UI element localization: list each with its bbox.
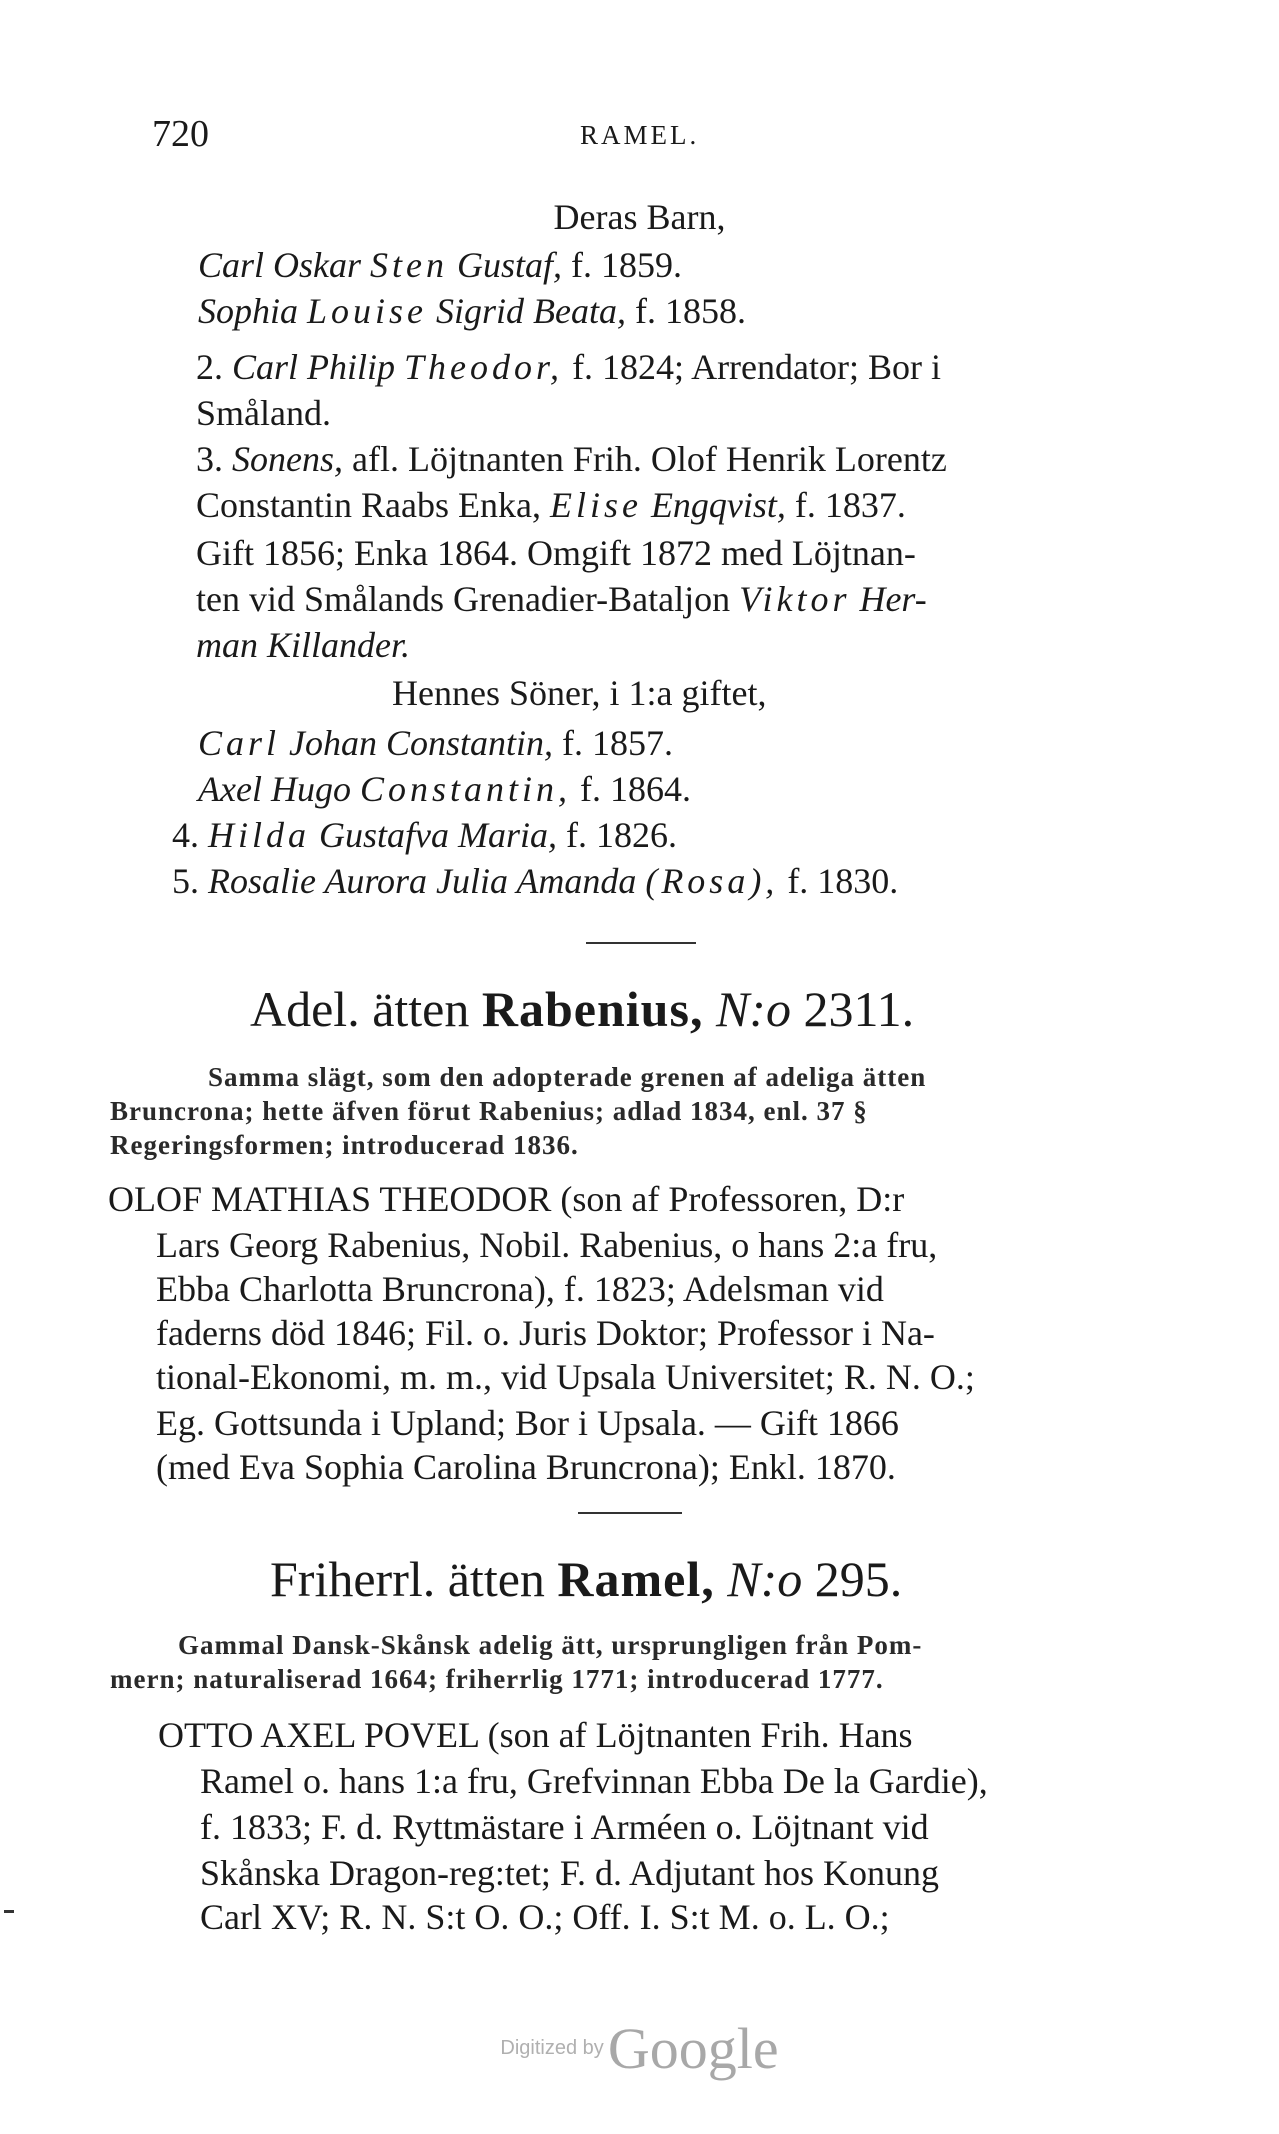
entry-paragraph-line: tional-Ekonomi, m. m., vid Upsala Universitet; R. N. O.;	[156, 1357, 975, 1397]
entry-paragraph-line: Ebba Charlotta Bruncrona), f. 1823; Adelsman vid	[156, 1269, 884, 1309]
section-note: Gammal Dansk-Skånsk adelig ätt, ursprungligen från Pom-	[178, 1630, 923, 1660]
section-note: mern; naturaliserad 1664; friherrlig 1771; introducerad 1777.	[110, 1664, 884, 1694]
section-divider	[578, 1512, 682, 1514]
entry-line: 2. Carl Philip Theodor, f. 1824; Arrendator; Bor i	[196, 347, 941, 387]
entry-paragraph-line: Ramel o. hans 1:a fru, Grefvinnan Ebba De la Gardie),	[200, 1761, 988, 1801]
entry-line: Constantin Raabs Enka, Elise Engqvist, f. 1837.	[196, 485, 906, 525]
entry-paragraph-line: faderns död 1846; Fil. o. Juris Doktor; Professor i Na-	[156, 1313, 935, 1353]
section-note: Samma slägt, som den adopterade grenen af adeliga ätten	[208, 1062, 927, 1092]
section-heading-ramel: Friherrl. ätten Ramel, N:o 295.	[270, 1551, 903, 1607]
entry-paragraph-line: Eg. Gottsunda i Upland; Bor i Upsala. — Gift 1866	[156, 1403, 899, 1443]
section-divider	[586, 942, 696, 944]
entry-line: 3. Sonens, afl. Löjtnanten Frih. Olof Henrik Lorentz	[196, 439, 947, 479]
entry-paragraph-line: OLOF MATHIAS THEODOR (son af Professoren, D:r	[108, 1179, 905, 1219]
entry-line: man Killander.	[196, 625, 411, 665]
entry-line: Carl Oskar Sten Gustaf, f. 1859.	[198, 245, 683, 285]
running-title: RAMEL.	[580, 120, 700, 150]
entry-line: 4. Hilda Gustafva Maria, f. 1826.	[172, 815, 678, 855]
section-note: Bruncrona; hette äfven förut Rabenius; adlad 1834, enl. 37 §	[110, 1096, 868, 1126]
entry-paragraph-line: (med Eva Sophia Carolina Bruncrona); Enkl. 1870.	[156, 1447, 896, 1487]
entry-line: Carl Johan Constantin, f. 1857.	[198, 723, 674, 763]
digitized-label: Digitized by	[500, 2037, 604, 2059]
page-number: 720	[152, 113, 209, 155]
entry-line: Småland.	[196, 393, 331, 433]
hennes-soner-heading: Hennes Söner, i 1:a giftet,	[392, 673, 767, 713]
section-note: Regeringsformen; introducerad 1836.	[110, 1130, 579, 1160]
entry-line: Gift 1856; Enka 1864. Omgift 1872 med Löjtnan-	[196, 533, 916, 573]
entry-paragraph-line: Skånska Dragon-reg:tet; F. d. Adjutant hos Konung	[200, 1853, 940, 1893]
entry-paragraph-line: Lars Georg Rabenius, Nobil. Rabenius, o hans 2:a fru,	[156, 1225, 938, 1265]
section-heading-rabenius: Adel. ätten Rabenius, N:o 2311.	[250, 981, 915, 1037]
margin-mark	[4, 1910, 14, 1913]
entry-line: Axel Hugo Constantin, f. 1864.	[198, 769, 691, 809]
digitized-watermark	[0, 2015, 1279, 2082]
deras-barn-heading: Deras Barn,	[553, 197, 726, 237]
google-logo: Google	[607, 2016, 779, 2081]
entry-paragraph-line: f. 1833; F. d. Ryttmästare i Arméen o. Löjtnant vid	[200, 1807, 929, 1847]
entry-paragraph-line: OTTO AXEL POVEL (son af Löjtnanten Frih. Hans	[158, 1715, 913, 1755]
entry-line: ten vid Smålands Grenadier-Bataljon Viktor Her-	[196, 579, 927, 619]
entry-line: 5. Rosalie Aurora Julia Amanda (Rosa), f. 1830.	[172, 861, 899, 901]
entry-line: Sophia Louise Sigrid Beata, f. 1858.	[198, 291, 747, 331]
entry-paragraph-line: Carl XV; R. N. S:t O. O.; Off. I. S:t M. o. L. O.;	[200, 1897, 890, 1937]
